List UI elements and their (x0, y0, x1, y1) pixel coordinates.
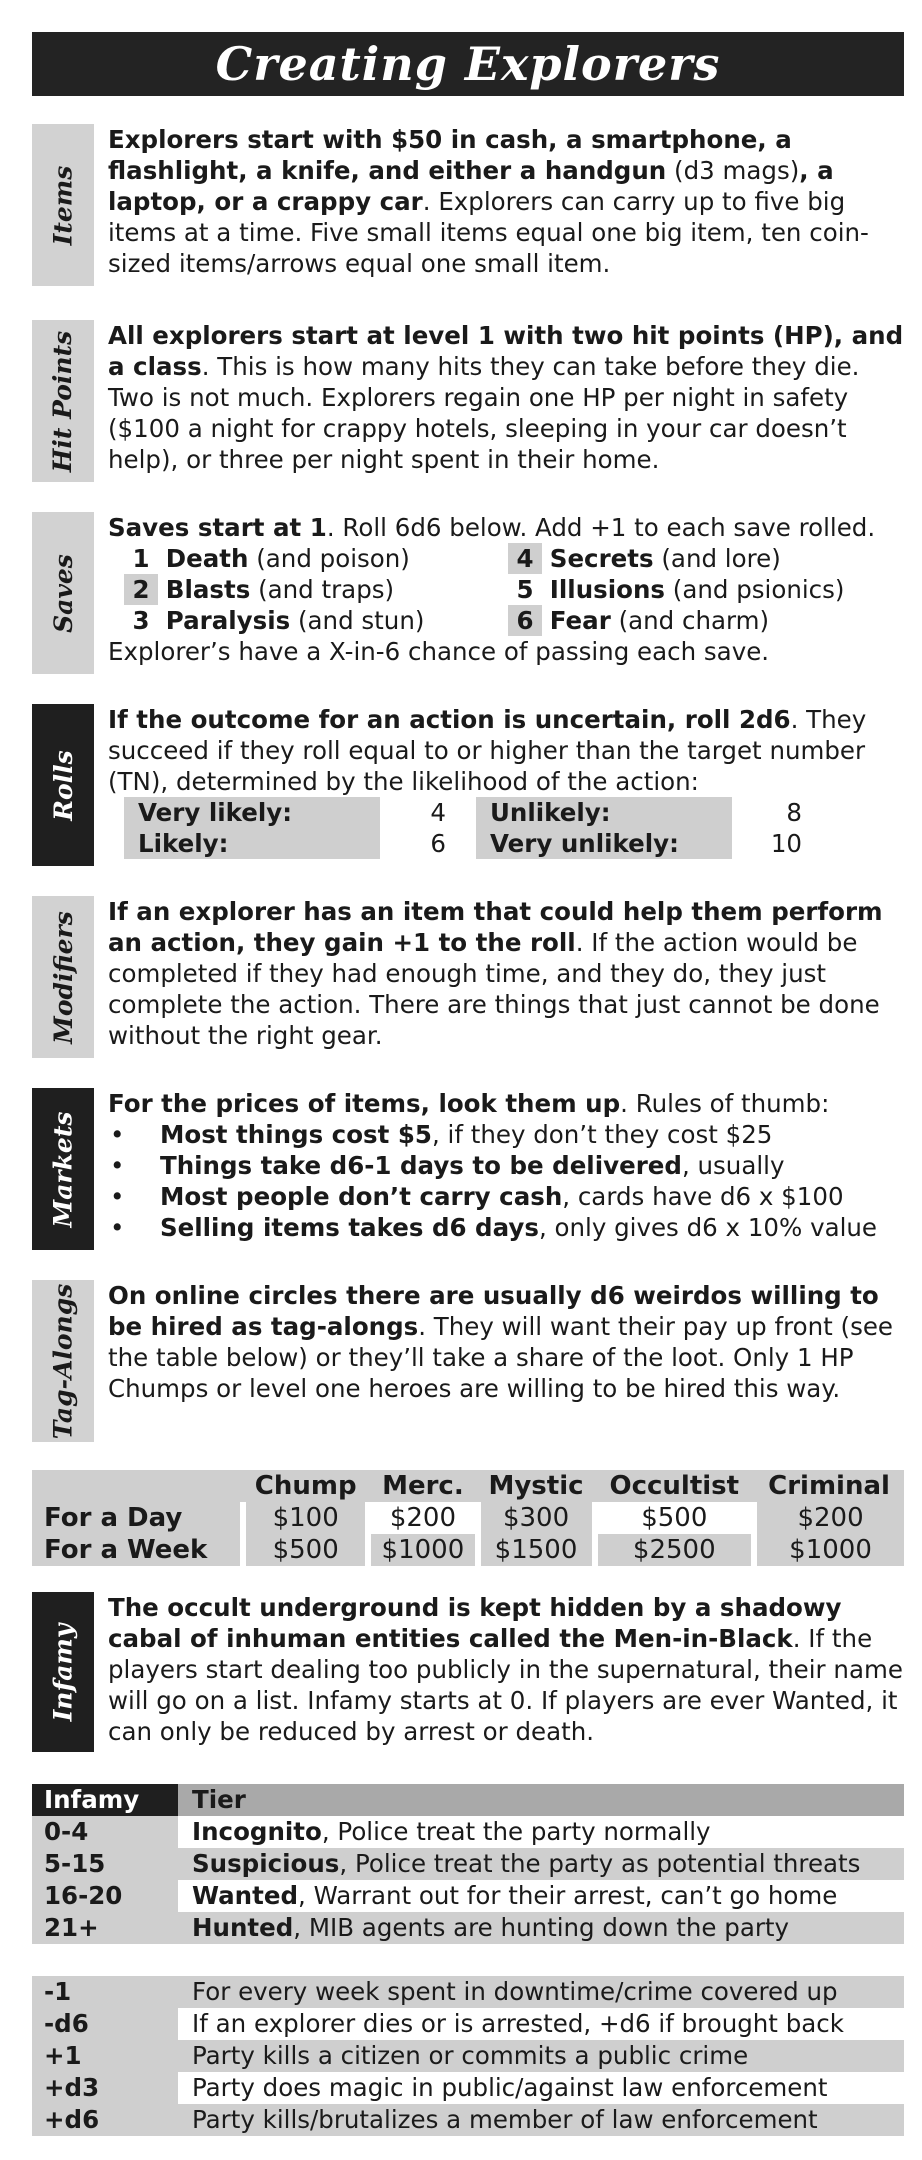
table-cell: $100 (243, 1502, 368, 1534)
section-tab-tag-alongs: Tag-Alongs (32, 1280, 94, 1442)
hire-table (32, 1470, 904, 1566)
save-entry: Paralysis (and stun) (165, 606, 425, 635)
column-header: Criminal (768, 1471, 890, 1501)
table-cell: $500 (243, 1534, 368, 1566)
table-row (32, 1912, 904, 1944)
section-modifiers (32, 896, 904, 1058)
saves-footer: Explorer’s have a X-in-6 chance of passing each save. (108, 637, 770, 666)
column-header: Tier (192, 1785, 246, 1814)
table-row (32, 1534, 904, 1566)
save-number: 2 (124, 574, 158, 605)
tn-label: Unlikely: (476, 797, 732, 828)
column-header: Occultist (609, 1471, 740, 1501)
save-number: 6 (508, 605, 542, 636)
table-row (32, 1976, 904, 2008)
list-item: • Things take d6-1 days to be delivered, usually (108, 1150, 908, 1181)
section-tab-markets: Markets (32, 1088, 94, 1250)
table-cell: $2500 (595, 1534, 755, 1566)
tn-value: 4 (430, 798, 446, 827)
tag-alongs-text: On online circles there are usually d6 weirdos willing to be hired as tag-alongs. They will want their pay up front (see the table below) or they’ll take a share of the loot. Only 1 HP Chumps or level one heroes are willing to be hired this way. (108, 1281, 894, 1403)
rolls-intro: If the outcome for an action is uncertain, roll 2d6. They succeed if they roll equal to or higher than the target number (TN), determined by the likelihood of the action: (108, 705, 867, 796)
infamy-modifier: +d3 (32, 2072, 178, 2104)
infamy-range: 0-4 (32, 1816, 178, 1848)
list-item: • Most people don’t carry cash, cards have d6 x $100 (108, 1181, 908, 1212)
column-header: Chump (254, 1471, 357, 1501)
column-header: Infamy (32, 1784, 178, 1816)
infamy-modifier-text: For every week spent in downtime/crime covered up (192, 1977, 838, 2006)
section-tab-hit-points: Hit Points (32, 320, 94, 482)
infamy-modifier: -d6 (32, 2008, 178, 2040)
section-markets (32, 1088, 904, 1250)
table-row (32, 1880, 904, 1912)
table-row (32, 1848, 904, 1880)
table-row (32, 2008, 904, 2040)
infamy-modifier-text: Party does magic in public/against law enforcement (178, 2072, 904, 2104)
tn-value: 10 (770, 829, 802, 858)
table-header-row (32, 1470, 904, 1502)
save-number: 4 (508, 543, 542, 574)
table-cell: $200 (754, 1502, 904, 1534)
infamy-range: 16-20 (32, 1880, 178, 1912)
saves-intro: Saves start at 1. Roll 6d6 below. Add +1 to each save rolled. (108, 513, 876, 542)
infamy-range: 21+ (44, 1913, 99, 1942)
save-entry: Fear (and charm) (549, 606, 770, 635)
table-row (32, 2040, 904, 2072)
section-saves (32, 512, 904, 674)
markets-intro: For the prices of items, look them up. Rules of thumb: (108, 1089, 830, 1118)
save-entry: Blasts (and traps) (165, 575, 395, 604)
table-cell: $1000 (368, 1534, 477, 1566)
items-text: Explorers start with $50 in cash, a smartphone, a flashlight, a knife, and either a handgun (d3 mags), a laptop, or a crappy car. Explorers can carry up to five big items at a time. Five small items equal one big item, ten coin-sized items/arrows equal one small item. (108, 125, 869, 278)
table-cell: $1500 (478, 1534, 595, 1566)
tn-table (124, 797, 908, 859)
section-rolls (32, 704, 904, 866)
table-row (32, 2104, 904, 2136)
table-header-row (32, 1784, 904, 1816)
save-entry: Illusions (and psionics) (549, 575, 845, 604)
infamy-tier-table (32, 1784, 904, 1944)
page-title: Creating Explorers (32, 32, 904, 96)
tn-label: Likely: (124, 828, 380, 859)
infamy-modifier: +1 (44, 2041, 82, 2070)
infamy-tier: Hunted, MIB agents are hunting down the party (192, 1913, 790, 1942)
table-row (32, 1816, 904, 1848)
save-number: 3 (132, 606, 150, 635)
tn-value: 8 (786, 798, 802, 827)
table-row (32, 1502, 904, 1534)
hit-points-text: All explorers start at level 1 with two hit points (HP), and a class. This is how many hits they can take before they die. Two is not much. Explorers regain one HP per night in safety ($100 a night for crappy hotels, sleeping in your car doesn’t help), or three per night spent in their home. (108, 321, 904, 474)
table-cell: $1000 (754, 1534, 904, 1566)
section-tag-alongs (32, 1280, 904, 1442)
infamy-modifier-text: Party kills a citizen or commits a public crime (192, 2041, 749, 2070)
modifiers-text: If an explorer has an item that could help them perform an action, they gain +1 to the roll. If the action would be completed if they had enough time, and they do, they just complete the action. There are things that just cannot be done without the right gear. (108, 897, 883, 1050)
tn-value: 6 (430, 829, 446, 858)
save-entry: Secrets (and lore) (549, 544, 781, 573)
section-items (32, 124, 904, 286)
tn-label: Very unlikely: (476, 828, 732, 859)
infamy-modifier: -1 (44, 1977, 72, 2006)
table-cell: $300 (478, 1502, 595, 1534)
section-hit-points (32, 320, 904, 482)
table-cell: $500 (595, 1502, 755, 1534)
infamy-modifier-text: If an explorer dies or is arrested, +d6 if brought back (178, 2008, 904, 2040)
table-row (32, 2072, 904, 2104)
infamy-tier: Wanted, Warrant out for their arrest, can’t go home (178, 1880, 904, 1912)
save-number: 1 (132, 544, 150, 573)
save-number: 5 (516, 575, 534, 604)
column-header: Mystic (488, 1471, 584, 1501)
infamy-text: The occult underground is kept hidden by a shadowy cabal of inhuman entities called the Men-in-Black. If the players start dealing too publicly in the supernatural, their name will go on a list. Infamy starts at 0. If players are ever Wanted, it can only be reduced by arrest or death. (108, 1593, 903, 1746)
infamy-modifier: +d6 (44, 2105, 100, 2134)
section-tab-rolls: Rolls (32, 704, 94, 866)
rolls-text (108, 704, 908, 859)
row-header: For a Day (32, 1502, 243, 1534)
markets-text (108, 1088, 908, 1243)
list-item: • Selling items takes d6 days, only gives d6 x 10% value (108, 1212, 908, 1243)
section-tab-infamy: Infamy (32, 1592, 94, 1752)
infamy-tier: Suspicious, Police treat the party as potential threats (192, 1849, 861, 1878)
table-cell: $200 (368, 1502, 477, 1534)
saves-text (108, 512, 908, 667)
row-header: For a Week (44, 1535, 208, 1565)
infamy-range: 5-15 (44, 1849, 106, 1878)
infamy-tier: Incognito, Police treat the party normally (178, 1816, 904, 1848)
section-tab-items: Items (32, 124, 94, 286)
infamy-modifiers-table (32, 1976, 904, 2136)
save-entry: Death (and poison) (165, 544, 410, 573)
infamy-modifier-text: Party kills/brutalizes a member of law enforcement (192, 2105, 818, 2134)
tn-label: Very likely: (124, 797, 380, 828)
section-infamy (32, 1592, 904, 1752)
section-tab-modifiers: Modifiers (32, 896, 94, 1058)
markets-list (108, 1119, 908, 1243)
saves-list (124, 543, 908, 636)
section-tab-saves: Saves (32, 512, 94, 674)
list-item: • Most things cost $5, if they don’t they cost $25 (108, 1119, 908, 1150)
column-header: Merc. (382, 1471, 464, 1501)
